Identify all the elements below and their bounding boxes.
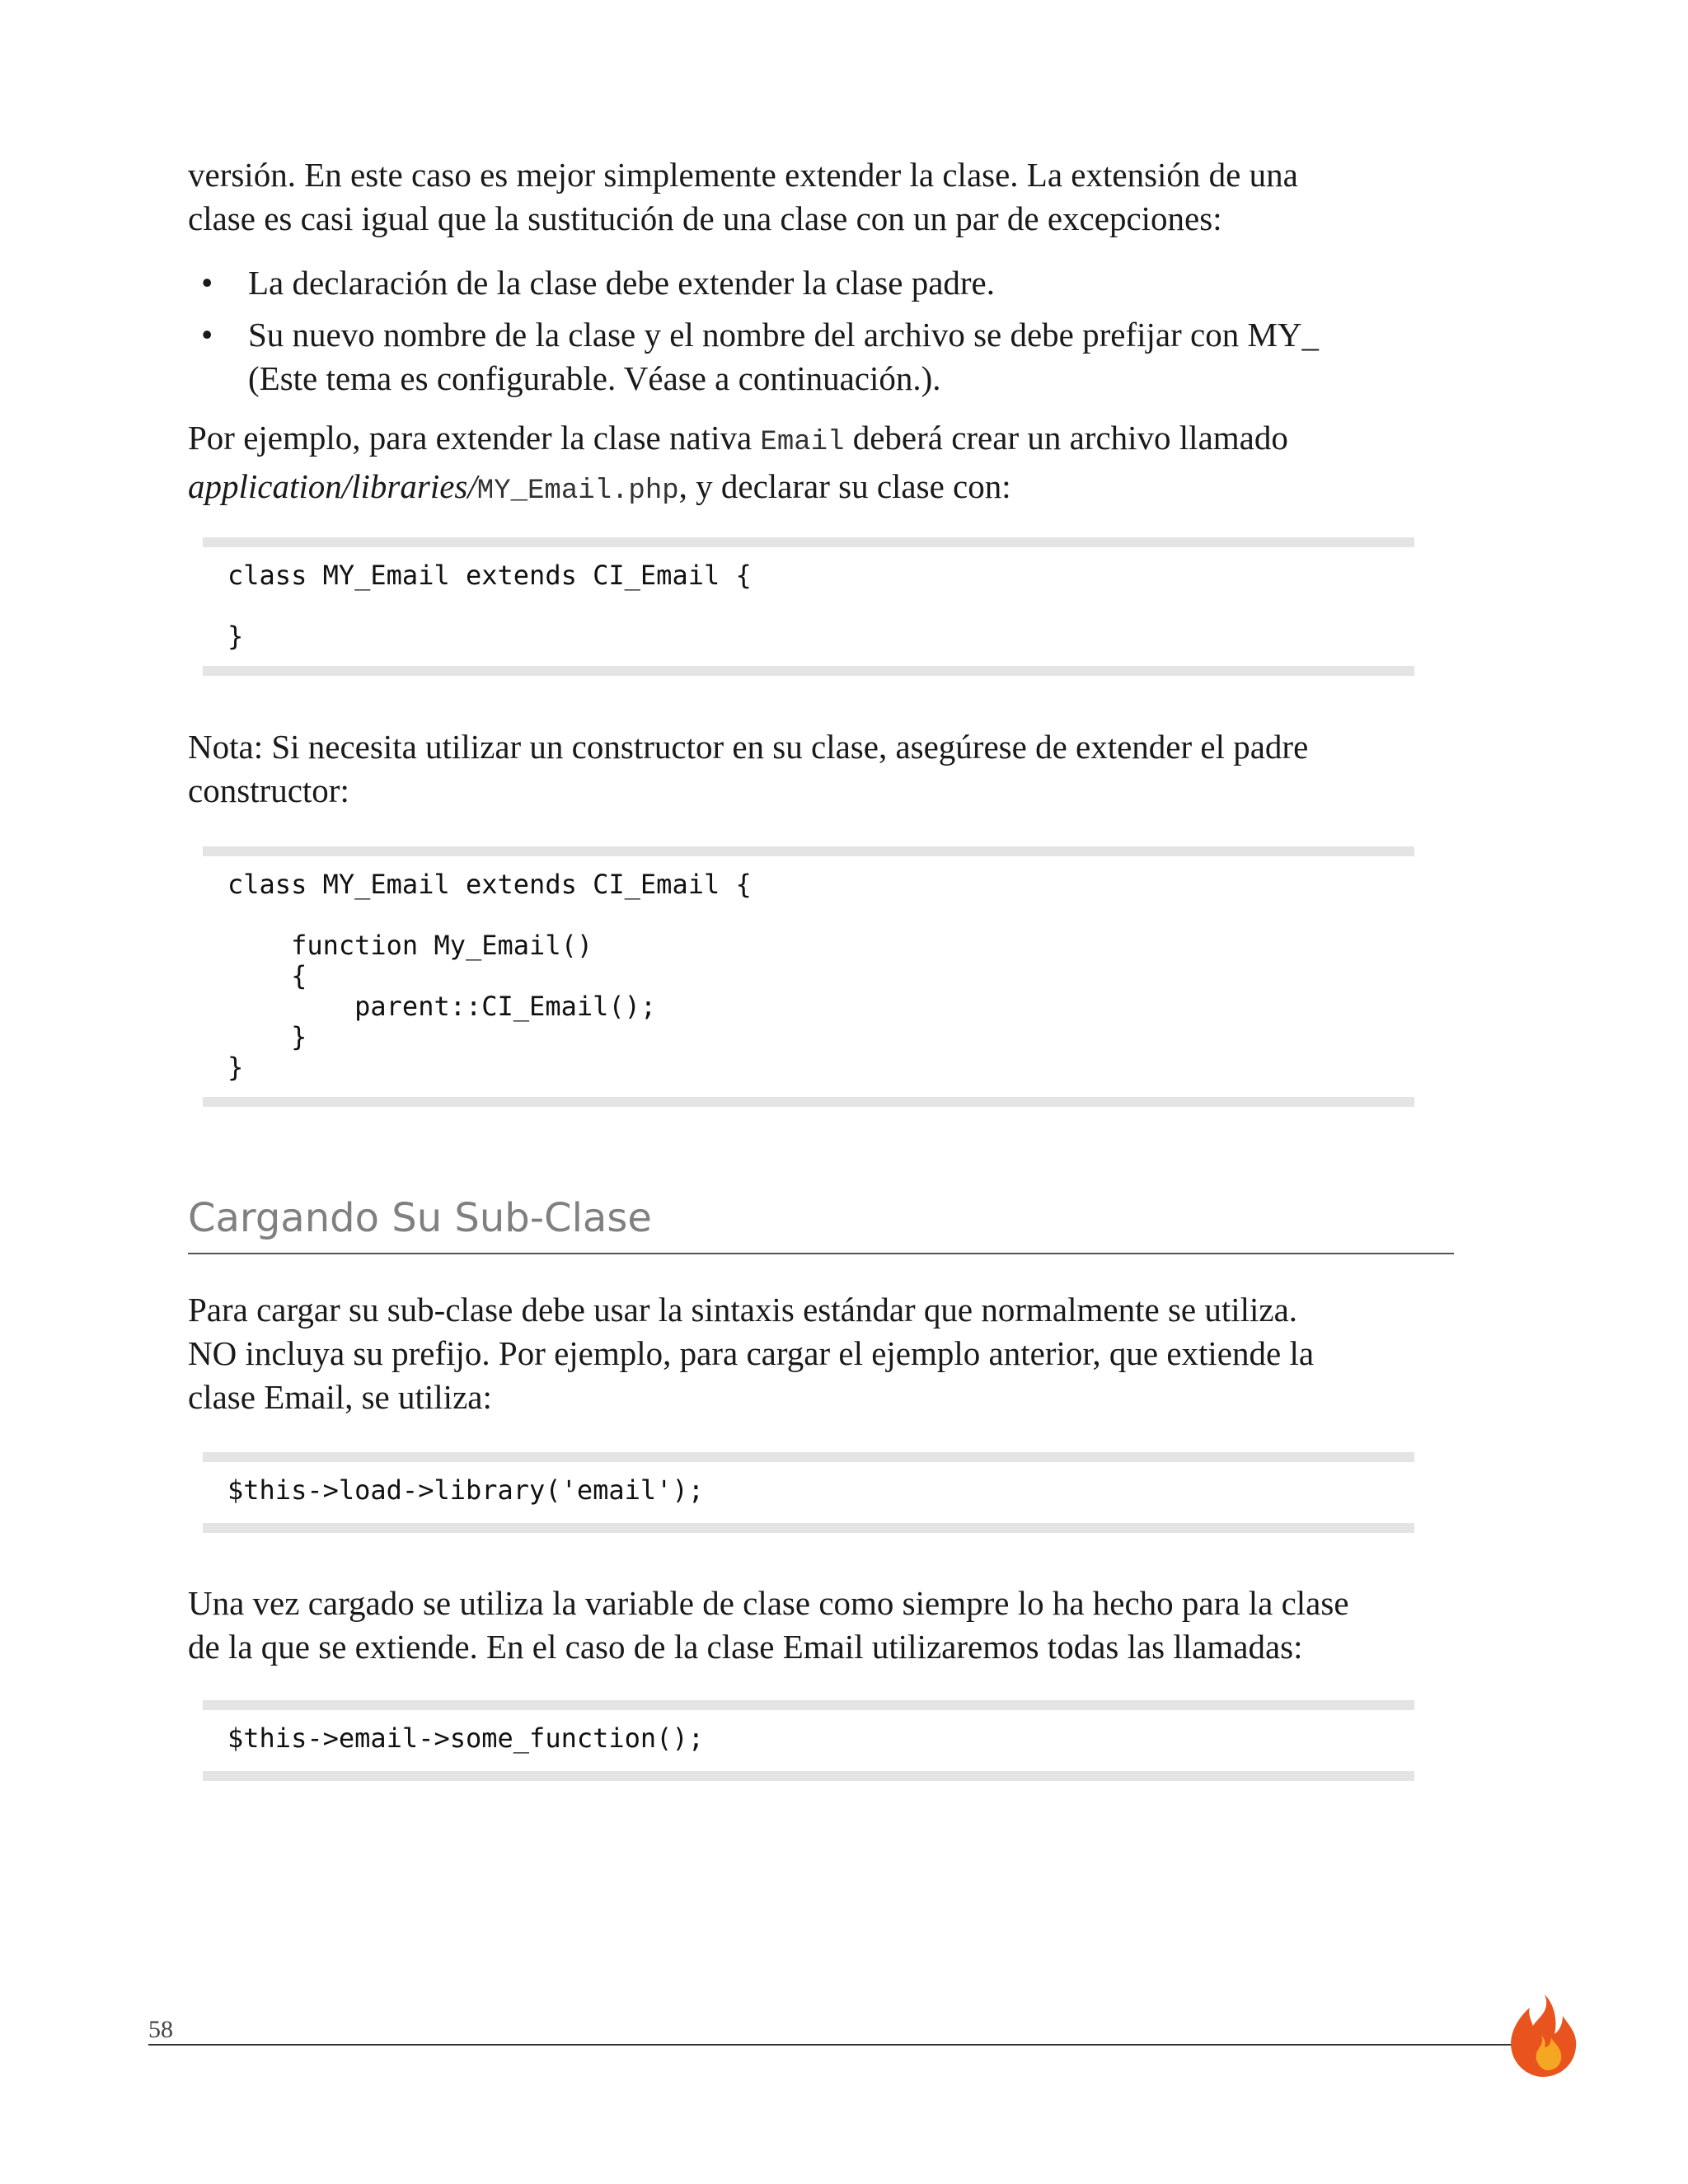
note-paragraph (188, 725, 1474, 813)
code-block-constructor (203, 846, 1414, 1107)
code-block-class-declaration (203, 537, 1414, 676)
code-text: class MY_Email extends CI_Email { } (227, 560, 752, 652)
section-heading: Cargando Su Sub-Clase (188, 1193, 1454, 1254)
note-line-1: Nota: Si necesita utilizar un constructor en su clase, asegúrese de extender el padre (188, 728, 1309, 766)
intro-line-1: versión. En este caso es mejor simplemente extender la clase. La extensión de una (188, 156, 1298, 194)
intro-line-2: clase es casi igual que la sustitución de una clase con un par de excepciones: (188, 199, 1222, 237)
inline-code-filename: MY_Email.php (476, 476, 679, 507)
example-paragraph (188, 416, 1474, 513)
example-text: Por ejemplo, para extender la clase nativa (188, 419, 761, 457)
bullet-text: Su nuevo nombre de la clase y el nombre del archivo se debe prefijar con MY_ (248, 316, 1320, 354)
code-block-function-call (203, 1700, 1414, 1781)
bullet-dot-icon: • (201, 316, 213, 354)
bullet-text: La declaración de la clase debe extender la clase padre. (248, 264, 996, 302)
codeigniter-flame-icon (1505, 1993, 1579, 2079)
code-text: class MY_Email extends CI_Email { function My_Email() { parent::CI_Email(); } } (227, 869, 752, 1083)
inline-code-email: Email (760, 427, 845, 458)
load-line-1: Para cargar su sub-clase debe usar la sintaxis estándar que normalmente se utiliza. (188, 1291, 1298, 1329)
page-number: 58 (148, 2016, 173, 2043)
example-path: application/libraries/ (188, 467, 477, 505)
use-paragraph (188, 1582, 1474, 1669)
bullet-text-continued: (Este tema es configurable. Véase a continuación.). (248, 359, 941, 397)
code-text: $this->load->library('email'); (227, 1474, 704, 1506)
note-line-2: constructor: (188, 771, 349, 809)
example-text: , y declarar su clase con: (678, 467, 1011, 505)
use-line-2: de la que se extiende. En el caso de la clase Email utilizaremos todas las llamadas: (188, 1628, 1303, 1666)
bullet-item (188, 313, 1474, 401)
use-line-1: Una vez cargado se utiliza la variable de clase como siempre lo ha hecho para la clase (188, 1584, 1349, 1622)
code-block-load-library (203, 1452, 1414, 1533)
load-line-2: NO incluya su prefijo. Por ejemplo, para cargar el ejemplo anterior, que extiende la (188, 1334, 1315, 1372)
bullet-item (188, 261, 1474, 305)
intro-paragraph (188, 153, 1474, 241)
footer-rule (148, 2044, 1517, 2046)
bullet-dot-icon: • (201, 264, 213, 302)
code-text: $this->email->some_function(); (227, 1722, 704, 1754)
example-text: deberá crear un archivo llamado (844, 419, 1288, 457)
load-paragraph (188, 1288, 1474, 1419)
load-line-3: clase Email, se utiliza: (188, 1378, 492, 1416)
bullet-list (188, 261, 1474, 409)
